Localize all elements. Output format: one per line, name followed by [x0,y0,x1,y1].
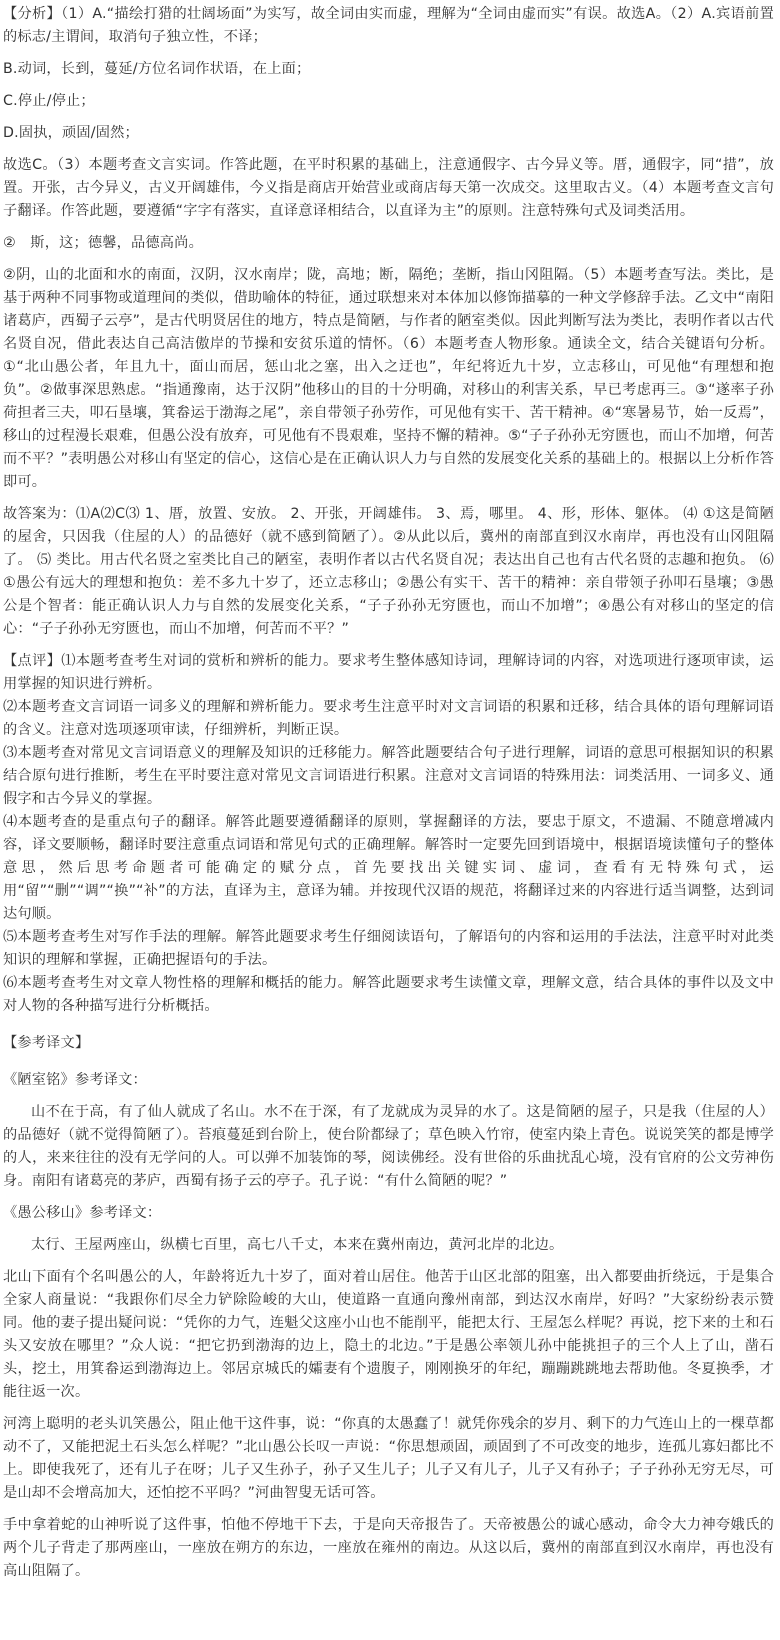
analysis-paragraph-4: D.固执，顽固/固然； [3,125,139,141]
comment-3: ⑶本题考查对常见文言词语意义的理解及知识的迁移能力。解答此题要结合句子进行理解，词语的意思可根据知识的积累结合原句进行推断，考生在平时要注意对常见文言词语进行积累。注意对文言词语的特殊用法：词类活用、一词多义、通假字和古今异义的掌握。 [3,745,774,807]
translation-2-paragraph-1: 太行、王屋两座山，纵横七百里，高七八千丈，本来在冀州南边，黄河北岸的北边。 [31,1237,564,1253]
answer-paragraph: 故答案为：⑴A⑵C⑶ 1、厝，放置、安放。 2、开张，开阔雄伟。 3、焉，哪里。 4、形，形体、躯体。 ⑷ ①这是简陋的屋舍，只因我（住屋的人）的品德好（就不感到简陋了）。②从此以后，冀州的南部直到汉水南岸，再也没有山冈阻隔了。 ⑸ 类比。用古代名贤之室类比自己的陋室，表明作者以古代名贤自况；表达出自己也有古代名贤的志趣和抱负。 ⑹ ①愚公有远大的理想和抱负：差不多九十岁了，还立志移山；②愚公有实干、苦干的精神：亲自带领子孙叩石垦壤；③愚公是个智者：能正确认识人力与自然的发展变化关系，“子子孙孙无穷匮也，而山不加增”；④愚公有对移山的坚定的信心：“子子孙孙无穷匮也，而山不加增，何苦而不平？” [3,506,774,637]
analysis-paragraph-5: 故选C。（3）本题考查文言实词。作答此题，在平时积累的基础上，注意通假字、古今异义等。厝，通假字，同“措”，放置。开张，古今异义，古义开阔雄伟，今义指是商店开始营业或商店每天第一次成交。这里取古义。（4）本题考查文言句子翻译。作答此题，要遵循“字字有落实，直译意译相结合，以直译为主”的原则。注意特殊句式及词类活用。 [3,157,774,219]
comment-1: 【点评】⑴本题考查考生对词的赏析和辨析的能力。要求考生整体感知诗词，理解诗词的内容，对选项进行逐项审读，运用掌握的知识进行辨析。 [3,653,774,692]
analysis-paragraph-6: ② 斯，这；德馨，品德高尚。 [3,235,203,251]
translation-1-title: 《陋室铭》参考译文： [3,1072,147,1088]
translation-2-paragraph-2: 北山下面有个名叫愚公的人，年龄将近九十岁了，面对着山居住。他苦于山区北部的阻塞，出入都要曲折绕远，于是集合全家人商量说：“我跟你们尽全力铲除险峻的大山，使道路一直通向豫州南部，到达汉水南岸，好吗？”大家纷纷表示赞同。他的妻子提出疑问说：“凭你的力气，连魁父这座小山也不能削平，能把太行、王屋怎么样呢？再说，挖下来的土和石头又安放在哪里？”众人说：“把它扔到渤海的边上，隐土的北边。”于是愚公率领儿孙中能挑担子的三个人上了山，凿石头，挖土，用箕畚运到渤海边上。邻居京城氏的孀妻有个遗腹子，刚刚换牙的年纪，蹦蹦跳跳地去帮助他。冬夏换季，才能往返一次。 [3,1269,774,1400]
comment-6: ⑹本题考查考生对文章人物性格的理解和概括的能力。解答此题要求考生读懂文章，理解文意，结合具体的事件以及文中对人物的各种描写进行分析概括。 [3,975,774,1014]
translation-2-title: 《愚公移山》参考译文： [3,1205,162,1221]
analysis-paragraph-2: B.动词，长到，蔓延/方位名词作状语，在上面； [3,61,311,77]
comment-4: ⑷本题考查的是重点句子的翻译。解答此题要遵循翻译的原则，掌握翻译的方法，要忠于原文，不遗漏、不随意增减内容，译文要顺畅，翻译时要注意重点词语和常见句式的正确理解。解答时一定要先回到语境中，根据语境读懂句子的整体意思，然后思考命题者可能确定的赋分点，首先要找出关键实词、虚词，查看有无特殊句式，运用“留”“删”“调”“换”“补”的方法，直译为主，意译为辅。并按现代汉语的规范，将翻译过来的内容进行适当调整，达到词达句顺。 [3,814,774,922]
translation-heading: 【参考译文】 [3,1035,90,1051]
analysis-paragraph-1: 【分析】（1）A.“描绘打猎的壮阔场面”为实写，故全词由实而虚，理解为“全词由虚而实”有误。故选A。（2）A.宾语前置的标志/主谓间，取消句子独立性，不译； [3,6,774,45]
analysis-paragraph-7: ②阴，山的北面和水的南面，汉阴，汉水南岸；陇，高地；断，隔绝；垄断，指山冈阻隔。（5）本题考查写法。类比，是基于两种不同事物或道理间的类似，借助喻体的特征，通过联想来对本体加以修饰描摹的一种文学修辞手法。乙文中“南阳诸葛庐，西蜀子云亭”，是古代明贤居住的地方，特点是简陋，与作者的陋室类似。因此判断写法为类比，表明作者以古代名贤自况，借此表达自己高洁傲岸的节操和安贫乐道的情怀。（6）本题考查人物形象。通读全文，结合关键语句分析。①“北山愚公者，年且九十，面山而居，惩山北之塞，出入之迂也”，年纪将近九十岁，立志移山，可见他“有理想和抱负”。②做事深思熟虑。“指通豫南，达于汉阴”他移山的目的十分明确，对移山的利害关系，早已考虑再三。③“遂率子孙荷担者三夫，叩石垦壤，箕畚运于渤海之尾”，亲自带领子孙劳作，可见他有实干、苦干精神。④“寒暑易节，始一反焉”，移山的过程漫长艰难，但愚公没有放弃，可见他有不畏艰难，坚持不懈的精神。⑤“子子孙孙无穷匮也，而山不加增，何苦而不平？”表明愚公对移山有坚定的信心，这信心是在正确认识人力与自然的发展变化关系的基础上的。根据以上分析作答即可。 [3,267,774,490]
comment-5: ⑸本题考查考生对写作手法的理解。解答此题要求考生仔细阅读语句，了解语句的内容和运用的手法法，注意平时对此类知识的理解和掌握，正确把握语句的手法。 [3,929,774,968]
comment-2: ⑵本题考查文言词语一词多义的理解和辨析能力。要求考生注意平时对文言词语的积累和迁移，结合具体的语句理解词语的含义。注意对选项逐项审读，仔细辨析，判断正误。 [3,699,774,738]
translation-2-paragraph-3: 河湾上聪明的老头讥笑愚公，阻止他干这件事，说：“你真的太愚蠢了！就凭你残余的岁月、剩下的力气连山上的一棵草都动不了，又能把泥土石头怎么样呢？”北山愚公长叹一声说：“你思想顽固，顽固到了不可改变的地步，连孤儿寡妇都比不上。即使我死了，还有儿子在呀；儿子又生孙子，孙子又生儿子；儿子又有儿子，儿子又有孙子；子子孙孙无穷无尽，可是山却不会增高加大，还怕挖不平吗？”河曲智叟无话可答。 [3,1416,774,1501]
translation-1-body: 山不在于高，有了仙人就成了名山。水不在于深，有了龙就成为灵异的水了。这是简陋的屋子，只是我（住屋的人）的品德好（就不觉得简陋了）。苔痕蔓延到台阶上，使台阶都绿了；草色映入竹帘，使室内染上青色。说说笑笑的都是博学的人，来来往往的没有无学问的人。可以弹不加装饰的琴，阅读佛经。没有世俗的乐曲扰乱心境，没有官府的公文劳神伤身。南阳有诸葛亮的茅庐，西蜀有扬子云的亭子。孔子说：“有什么简陋的呢？” [3,1104,774,1189]
analysis-paragraph-3: C.停止/停止； [3,93,95,109]
translation-2-paragraph-4: 手中拿着蛇的山神听说了这件事，怕他不停地干下去，于是向天帝报告了。天帝被愚公的诚心感动，命令大力神夸娥氏的两个儿子背走了那两座山，一座放在朔方的东边，一座放在雍州的南边。从这以后，冀州的南部直到汉水南岸，再也没有高山阻隔了。 [3,1517,774,1579]
